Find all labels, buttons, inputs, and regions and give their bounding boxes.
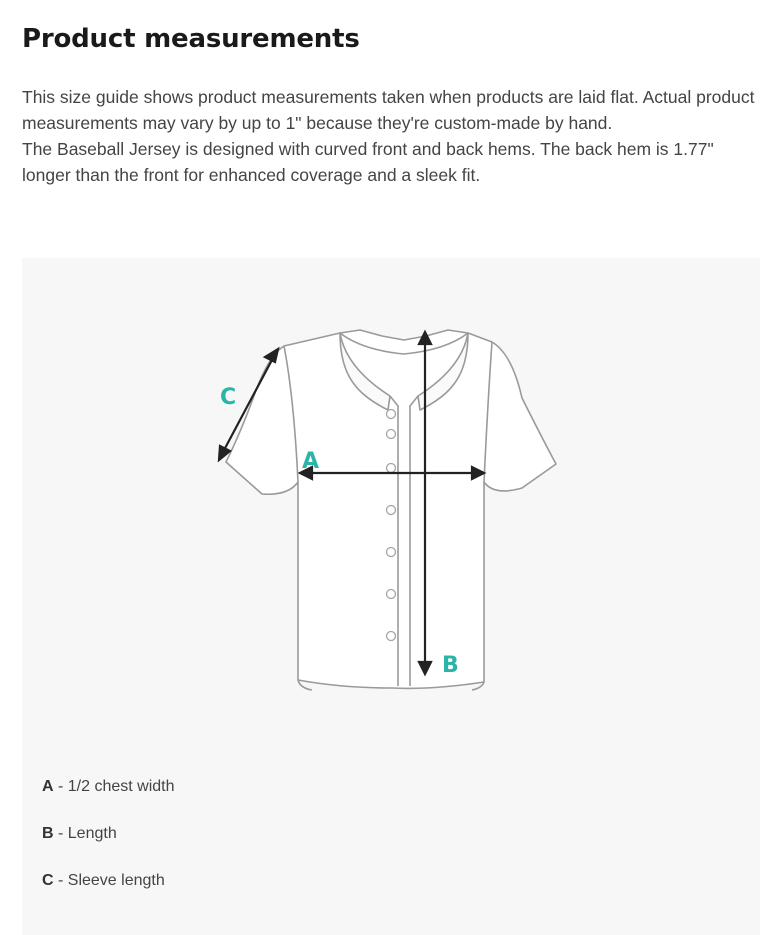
legend-text: Sleeve length [67,872,165,889]
measurement-legend [42,774,175,915]
legend-item-sleeve-length [42,868,175,915]
legend-text: 1/2 chest width [67,778,175,795]
legend-letter: B [42,825,54,842]
size-guide-description [22,84,762,188]
description-paragraph-1: This size guide shows product measurements taken when products are laid flat. Actual product measurements may vary by up to 1" because they're custom-made by hand. [22,87,755,133]
legend-separator: - [53,778,68,795]
description-paragraph-2: The Baseball Jersey is designed with curved front and back hems. The back hem is 1.77" longer than the front for enhanced coverage and a sleek fit. [22,139,714,185]
legend-item-chest-width [42,774,175,821]
label-c: C [220,385,237,410]
legend-text: Length [67,825,117,842]
measurements-panel [22,258,760,935]
legend-letter: C [42,872,54,889]
legend-separator: - [53,872,68,889]
page-title: Product measurements [22,24,360,54]
legend-item-length [42,821,175,868]
baseball-jersey-icon [22,258,760,758]
legend-separator: - [53,825,68,842]
label-b: B [442,653,459,678]
legend-letter: A [42,778,54,795]
label-a: A [302,449,320,474]
